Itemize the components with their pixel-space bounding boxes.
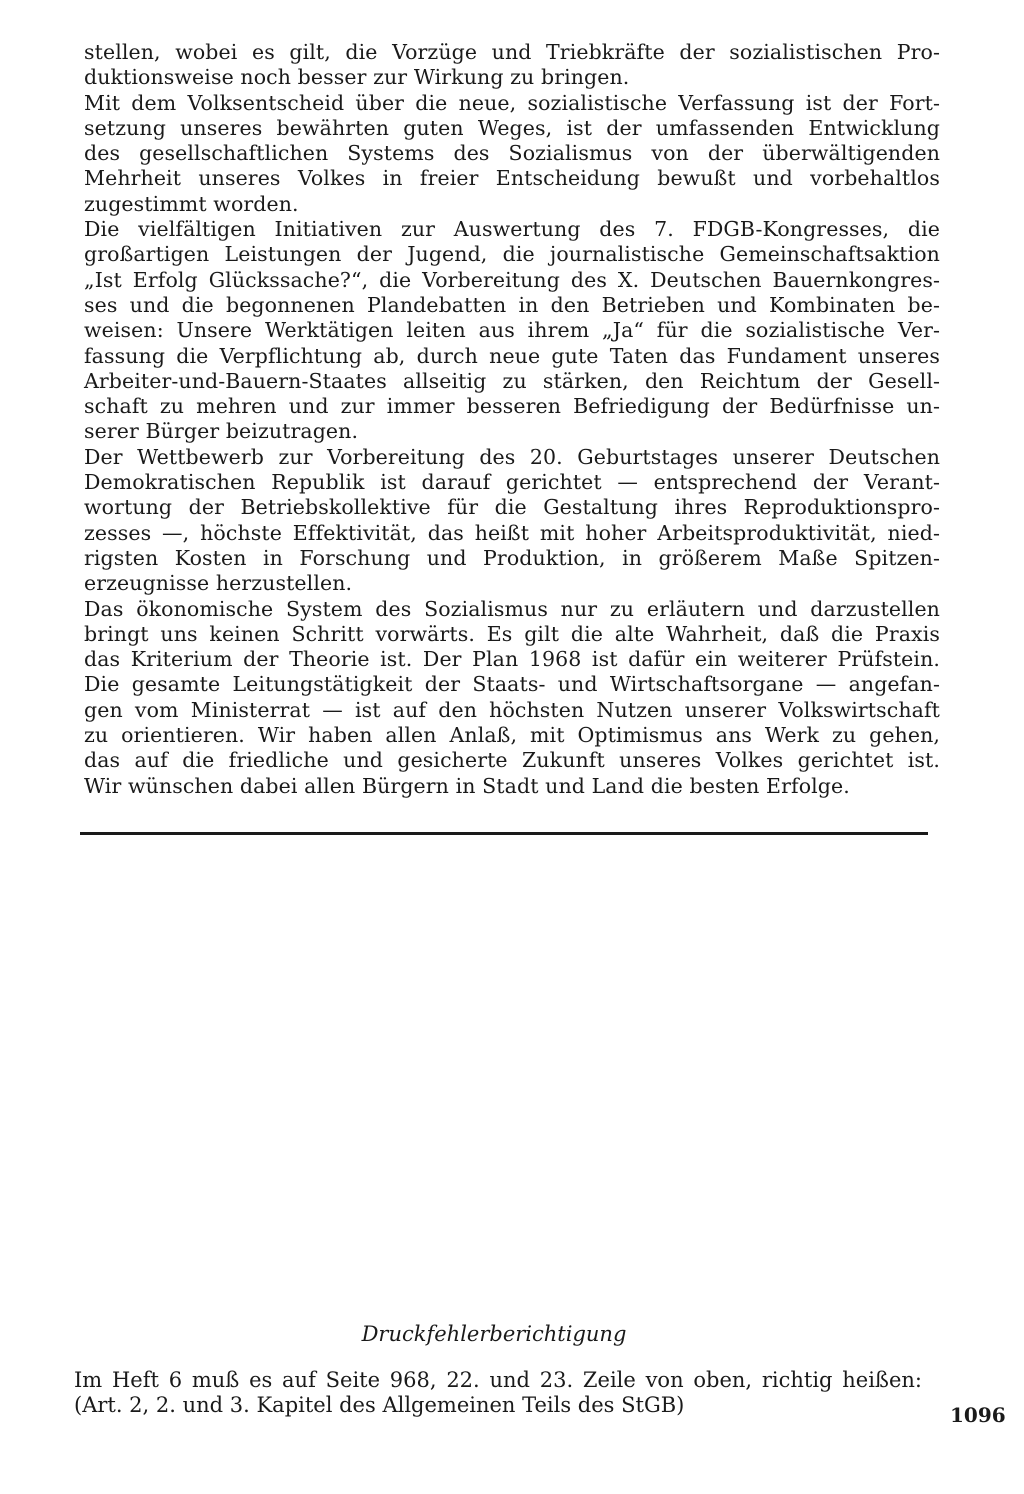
text-line: schaft zu mehren und zur immer besseren Befriedigung der Bedürfnisse un- — [84, 394, 940, 419]
text-line: zesses —, höchste Effektivität, das heißt mit hoher Arbeitsproduktivität, nied- — [84, 520, 940, 545]
text-line: Arbeiter-und-Bauern-Staates allseitig zu stärken, den Reichtum der Gesell- — [84, 368, 940, 393]
text-line: Mit dem Volksentscheid über die neue, sozialistische Verfassung ist der Fort- — [84, 90, 940, 115]
text-line: „Ist Erfolg Glückssache?“, die Vorbereitung des X. Deutschen Bauernkongres- — [84, 267, 940, 292]
text-line: des gesellschaftlichen Systems des Sozialismus von der überwältigenden — [84, 141, 940, 166]
text-line: setzung unseres bewährten guten Weges, ist der umfassenden Entwicklung — [84, 115, 940, 140]
text-line: stellen, wobei es gilt, die Vorzüge und Triebkräfte der sozialistischen Pro- — [84, 40, 940, 64]
paragraph-1 — [84, 40, 940, 91]
correction-heading — [0, 1322, 1024, 1346]
article-body — [84, 40, 940, 799]
text-line: Das ökonomische System des Sozialismus nur zu erläutern und darzustellen — [84, 596, 940, 621]
text-line: (Art. 2, 2. und 3. Kapitel des Allgemeinen Teils des StGB) — [74, 1393, 685, 1417]
text-line: serer Bürger beizutragen. — [84, 419, 359, 444]
text-line: duktionsweise noch besser zur Wirkung zu bringen. — [84, 65, 630, 90]
text-line: Demokratischen Republik ist darauf gerichtet — entsprechend der Verant- — [84, 470, 940, 495]
text-line: gen vom Ministerrat — ist auf den höchsten Nutzen unserer Volkswirtschaft — [84, 697, 940, 722]
correction-body — [74, 1368, 922, 1418]
text-line: fassung die Verpflichtung ab, durch neue gute Taten das Fundament unseres — [84, 343, 940, 368]
text-line: rigsten Kosten in Forschung und Produktion, in größerem Maße Spitzen- — [84, 545, 940, 570]
text-line: das Kriterium der Theorie ist. Der Plan 1968 ist dafür ein weiterer Prüfstein. — [84, 647, 940, 672]
text-line: erzeugnisse herzustellen. — [84, 571, 353, 596]
text-line: zugestimmt worden. — [84, 191, 299, 216]
text-line: großartigen Leistungen der Jugend, die journalistische Gemeinschaftsaktion — [84, 242, 940, 267]
paragraph-2 — [84, 91, 940, 217]
paragraph-4 — [84, 445, 940, 597]
paragraph-5 — [84, 597, 940, 799]
text-line: Der Wettbewerb zur Vorbereitung des 20. Geburtstages unserer Deutschen — [84, 444, 940, 469]
text-line: Die vielfältigen Initiativen zur Auswertung des 7. FDGB-Kongresses, die — [84, 217, 940, 242]
correction-title: Druckfehlerberichtigung — [361, 1322, 627, 1346]
page-number: 1096 — [950, 1403, 1006, 1427]
section-divider — [80, 832, 928, 835]
text-line: zu orientieren. Wir haben allen Anlaß, mit Optimismus ans Werk zu gehen, — [84, 723, 940, 748]
text-line: Im Heft 6 muß es auf Seite 968, 22. und 23. Zeile von oben, richtig heißen: — [74, 1368, 922, 1392]
text-line: bringt uns keinen Schritt vorwärts. Es gilt die alte Wahrheit, daß die Praxis — [84, 621, 940, 646]
text-line: Die gesamte Leitungstätigkeit der Staats- und Wirtschaftsorgane — angefan- — [84, 672, 940, 697]
text-line: weisen: Unsere Werktätigen leiten aus ihrem „Ja“ für die sozialistische Ver- — [84, 318, 940, 343]
text-line: wortung der Betriebskollektive für die Gestaltung ihres Reproduktionspro- — [84, 495, 940, 520]
text-line: ses und die begonnenen Plandebatten in den Betrieben und Kombinaten be- — [84, 292, 940, 317]
text-line: Mehrheit unseres Volkes in freier Entscheidung bewußt und vorbehaltlos — [84, 166, 940, 191]
text-line: Wir wünschen dabei allen Bürgern in Stadt und Land die besten Erfolge. — [84, 773, 850, 798]
paragraph-3 — [84, 217, 940, 445]
text-line: das auf die friedliche und gesicherte Zukunft unseres Volkes gerichtet ist. — [84, 748, 940, 773]
